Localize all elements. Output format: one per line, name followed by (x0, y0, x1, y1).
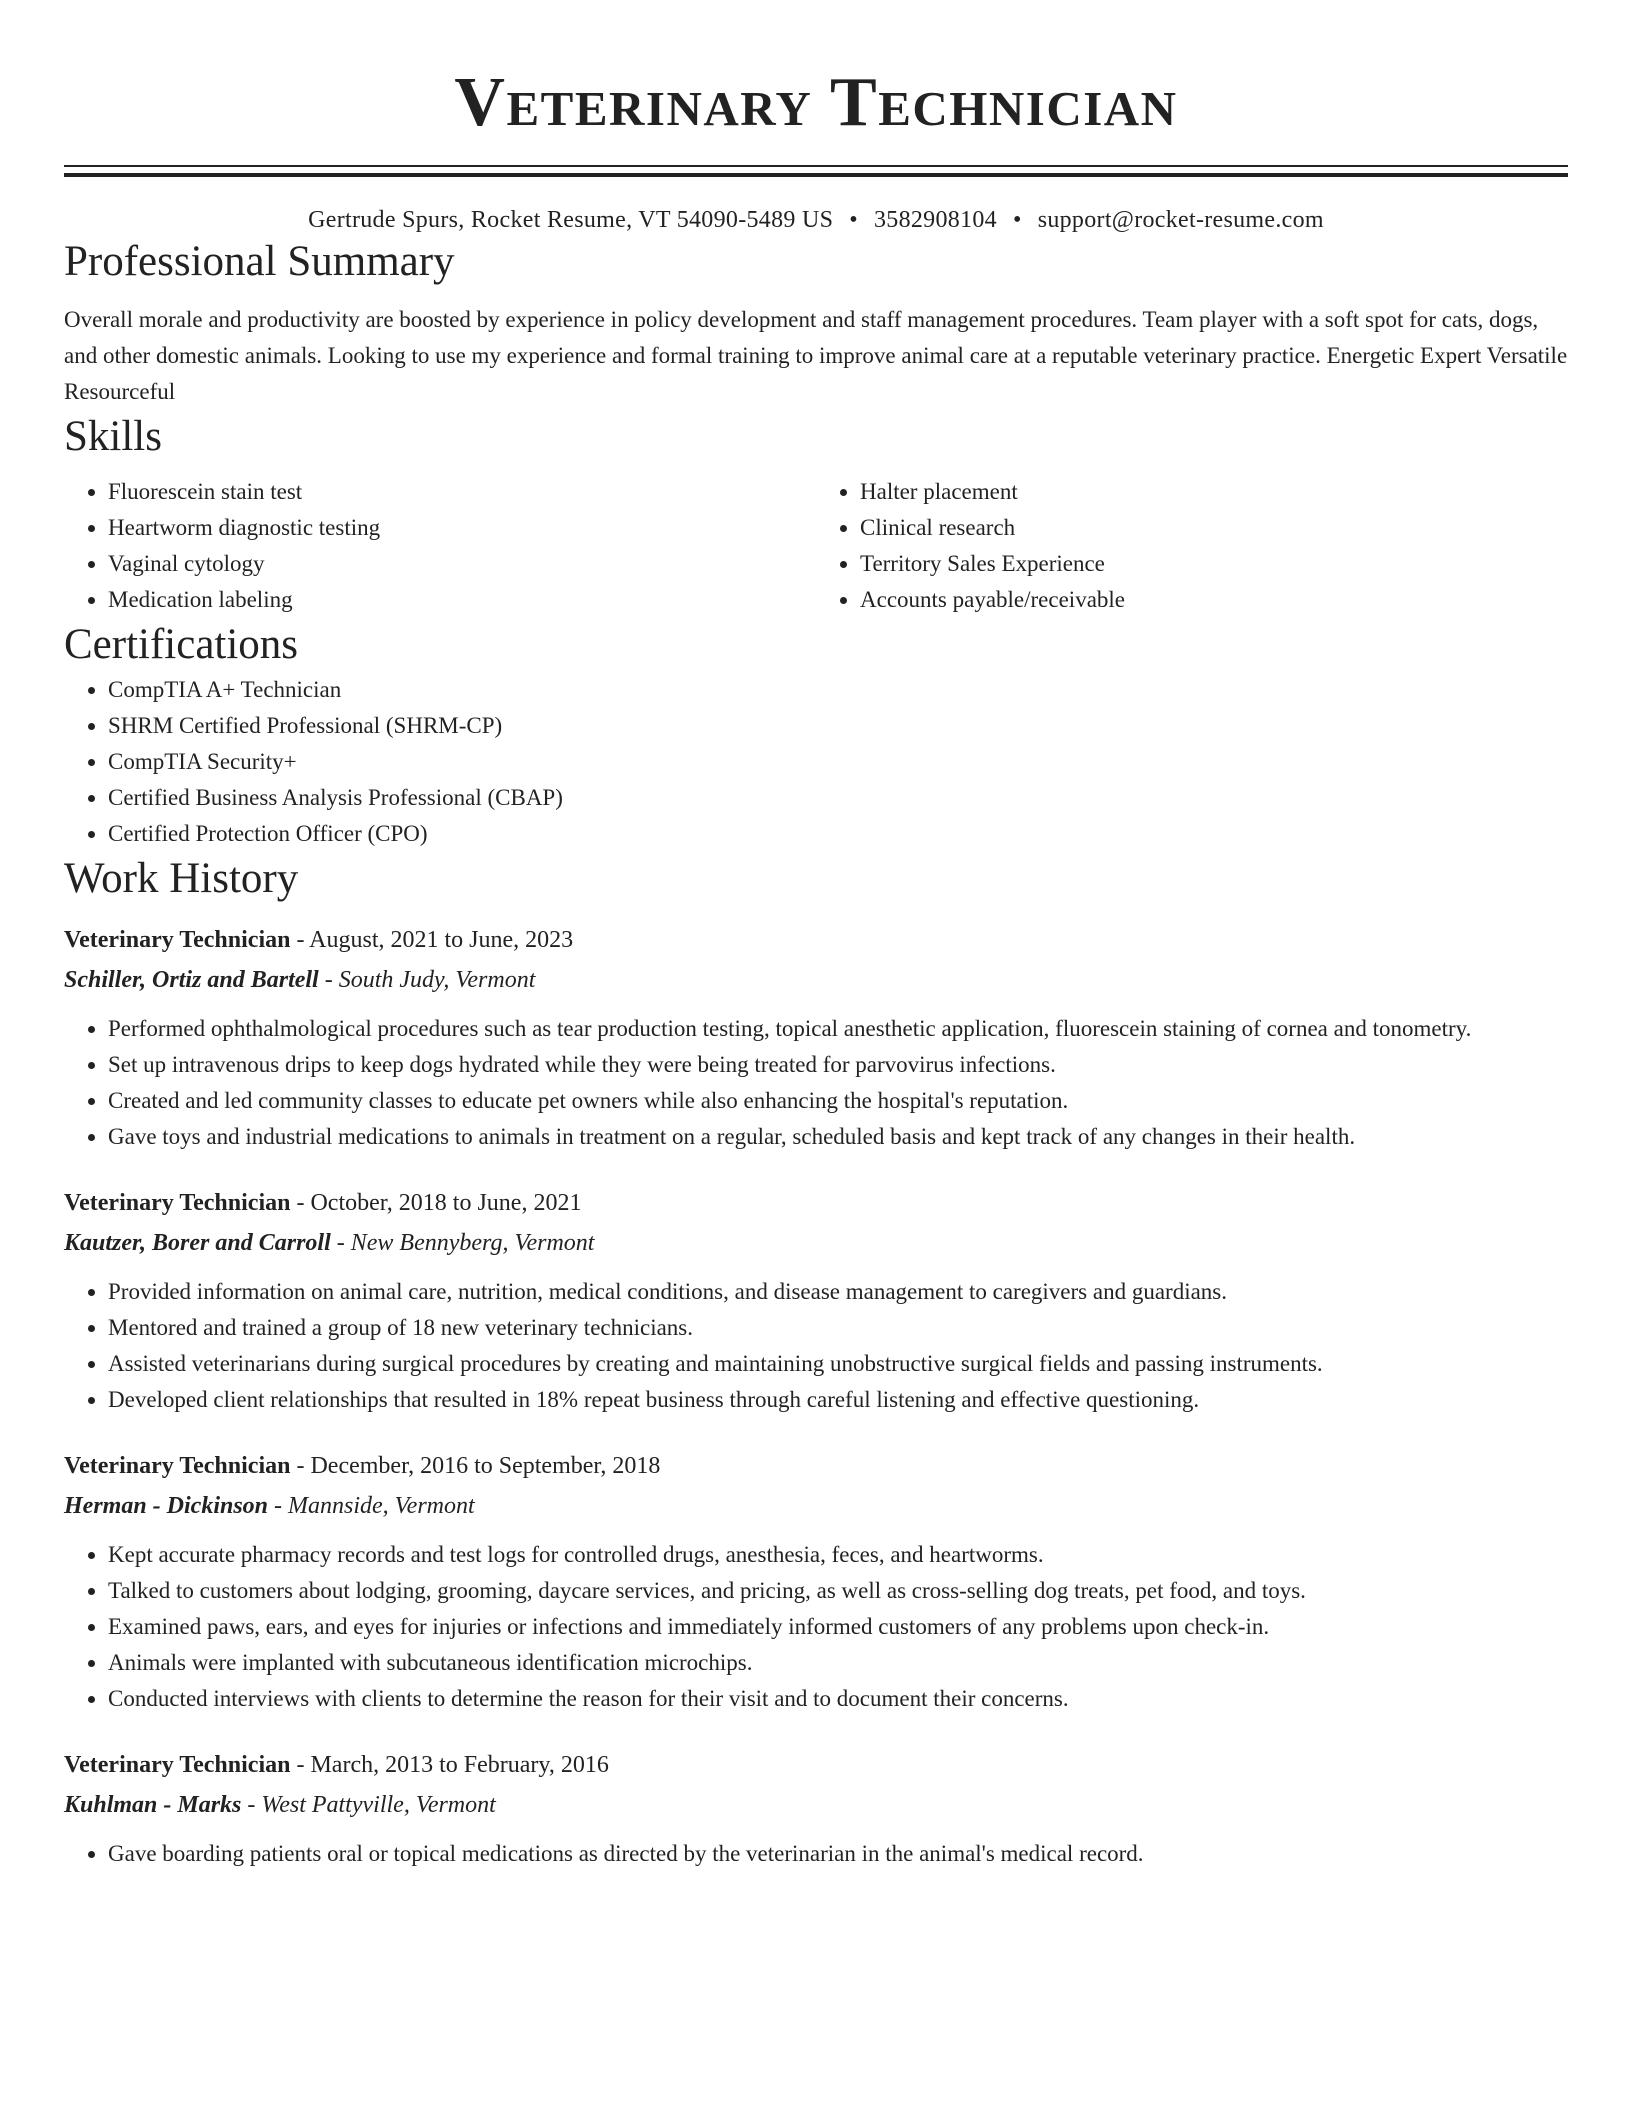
job-bullet: • Created and led community classes to educate pet owners while also enhancing the hospital's reputation. (108, 1083, 1568, 1119)
certification-item: • Certified Protection Officer (CPO) (108, 816, 1568, 852)
skill-item: • Clinical research (860, 510, 1568, 546)
job-company-line (64, 960, 1568, 1000)
job-bullet: • Gave toys and industrial medications to animals in treatment on a regular, scheduled basis and kept track of any changes in their health. (108, 1119, 1568, 1155)
skill-item: • Halter placement (860, 474, 1568, 510)
certification-item: • SHRM Certified Professional (SHRM-CP) (108, 708, 1568, 744)
resume-content (64, 0, 1568, 1872)
contact-phone: 3582908104 (873, 207, 997, 233)
job-location: West Pattyville, Vermont (261, 1792, 496, 1818)
skill-item: • Vaginal cytology (108, 546, 816, 582)
job-dates: August, 2021 to June, 2023 (309, 927, 574, 953)
skill-item: • Medication labeling (108, 582, 816, 618)
dash: - (296, 1453, 305, 1479)
job-dates: March, 2013 to February, 2016 (310, 1752, 609, 1778)
contact-line (64, 205, 1568, 235)
job-dates: October, 2018 to June, 2021 (310, 1190, 582, 1216)
skills-columns (64, 474, 1568, 618)
contact-email: support@rocket-resume.com (1037, 207, 1324, 233)
job-title: Veterinary Technician (64, 927, 291, 953)
job-bullet: • Examined paws, ears, and eyes for injuries or infections and immediately informed customers of any problems upon check-in. (108, 1609, 1568, 1645)
job-bullet: • Provided information on animal care, nutrition, medical conditions, and disease management to caregivers and guardians. (108, 1274, 1568, 1310)
dash: - (336, 1230, 345, 1256)
job-location: South Judy, Vermont (338, 967, 536, 993)
dash: - (296, 1190, 305, 1216)
job-bullet: • Kept accurate pharmacy records and test logs for controlled drugs, anesthesia, feces, and heartworms. (108, 1537, 1568, 1573)
contact-address: Gertrude Spurs, Rocket Resume, VT 54090-5489 US (308, 207, 834, 233)
job-company: Herman - Dickinson (64, 1493, 269, 1519)
contact-separator: • (1012, 207, 1022, 233)
dash: - (296, 1752, 305, 1778)
skill-item: • Heartworm diagnostic testing (108, 510, 816, 546)
skill-item: • Fluorescein stain test (108, 474, 816, 510)
skills-right-list (816, 474, 1568, 618)
job-company: Schiller, Ortiz and Bartell (64, 967, 319, 993)
job-bullet: • Assisted veterinarians during surgical procedures by creating and maintaining unobstructive surgical fields and passing instruments. (108, 1346, 1568, 1382)
summary-text: Overall morale and productivity are boosted by experience in policy development and staff management procedures. Team player with a soft spot for cats, dogs, and other domestic animals. Looking to use my experience and formal training to improve animal care at a reputable veterinary practice. Energetic Expert Versatile Resourceful (64, 307, 1568, 404)
certifications-heading: Certifications (64, 621, 299, 668)
job-bullet: • Developed client relationships that resulted in 18% repeat business through careful listening and effective questioning. (108, 1382, 1568, 1418)
job-entry (64, 920, 1568, 1155)
job-company-line (64, 1223, 1568, 1263)
certifications-list (64, 672, 1568, 852)
job-bullet: • Mentored and trained a group of 18 new veterinary technicians. (108, 1310, 1568, 1346)
job-dates: December, 2016 to September, 2018 (310, 1453, 661, 1479)
job-bullet: • Animals were implanted with subcutaneous identification microchips. (108, 1645, 1568, 1681)
job-company: Kautzer, Borer and Carroll (64, 1230, 331, 1256)
job-location: New Bennyberg, Vermont (350, 1230, 595, 1256)
title-divider-thick (64, 173, 1568, 177)
job-company: Kuhlman - Marks (64, 1792, 242, 1818)
skills-heading: Skills (64, 413, 162, 460)
job-title: Veterinary Technician (64, 1190, 291, 1216)
job-bullet: • Performed ophthalmological procedures such as tear production testing, topical anesthetic application, fluorescein staining of cornea and tonometry. (108, 1011, 1568, 1047)
skill-item: • Accounts payable/receivable (860, 582, 1568, 618)
dash: - (247, 1792, 256, 1818)
job-entry (64, 1745, 1568, 1872)
work-history-heading: Work History (64, 855, 299, 902)
certification-item: • CompTIA A+ Technician (108, 672, 1568, 708)
job-title: Veterinary Technician (64, 1752, 291, 1778)
job-title-line (64, 1183, 1568, 1223)
job-bullets (64, 1011, 1568, 1155)
dash: - (324, 967, 333, 993)
job-bullet: • Talked to customers about lodging, grooming, daycare services, and pricing, as well as cross-selling dog treats, pet food, and toys. (108, 1573, 1568, 1609)
job-bullet: • Set up intravenous drips to keep dogs hydrated while they were being treated for parvovirus infections. (108, 1047, 1568, 1083)
job-company-line (64, 1486, 1568, 1526)
certification-item: • CompTIA Security+ (108, 744, 1568, 780)
skill-item: • Territory Sales Experience (860, 546, 1568, 582)
job-bullet: • Gave boarding patients oral or topical medications as directed by the veterinarian in the animal's medical record. (108, 1836, 1568, 1872)
summary-heading: Professional Summary (64, 238, 455, 285)
dash: - (274, 1493, 283, 1519)
job-entry (64, 1183, 1568, 1418)
contact-separator: • (849, 207, 858, 233)
job-bullets (64, 1537, 1568, 1717)
resume-title: Veterinary Technician (454, 64, 1178, 141)
job-bullets (64, 1274, 1568, 1418)
job-location: Mannside, Vermont (288, 1493, 475, 1519)
job-title: Veterinary Technician (64, 1453, 291, 1479)
job-title-line (64, 1745, 1568, 1785)
job-bullets (64, 1836, 1568, 1872)
job-entry (64, 1446, 1568, 1717)
job-company-line (64, 1785, 1568, 1825)
job-title-line (64, 1446, 1568, 1486)
dash: - (296, 927, 305, 953)
skills-left-list (64, 474, 816, 618)
certification-item: • Certified Business Analysis Professional (CBAP) (108, 780, 1568, 816)
job-bullet: • Conducted interviews with clients to determine the reason for their visit and to document their concerns. (108, 1681, 1568, 1717)
title-divider-thin (64, 165, 1568, 167)
job-title-line (64, 920, 1568, 960)
